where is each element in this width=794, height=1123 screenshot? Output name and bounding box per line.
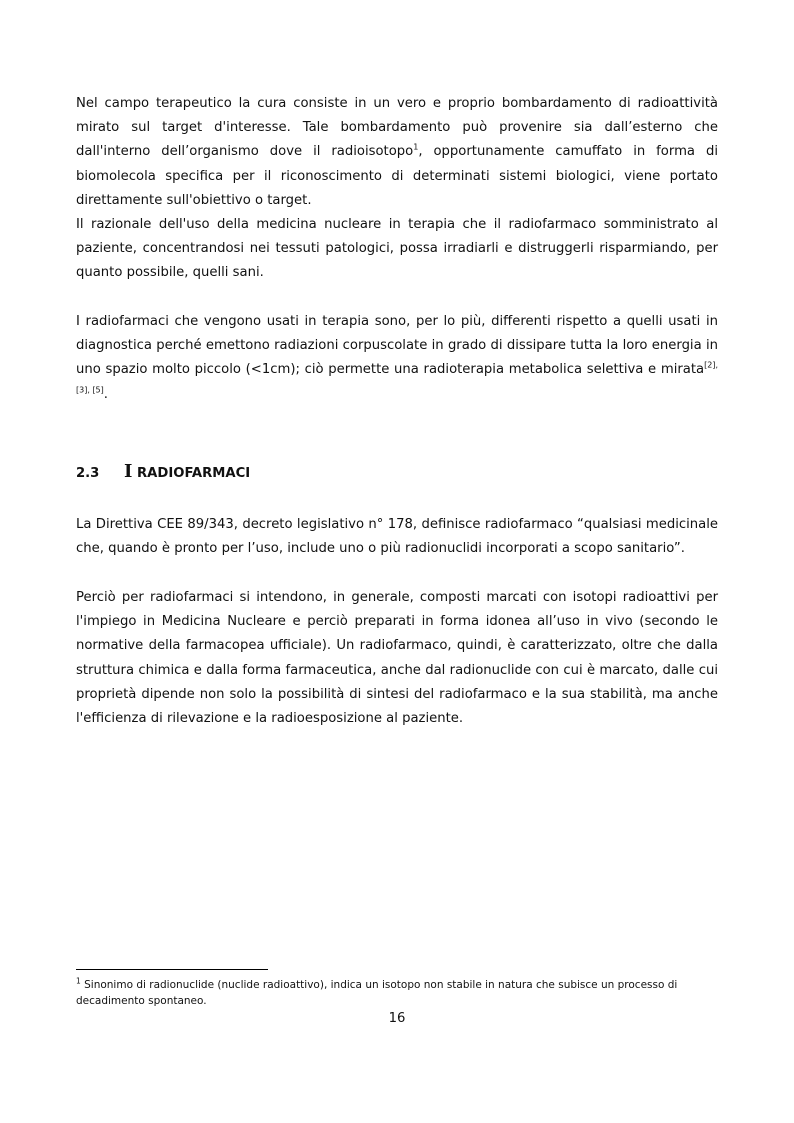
section-title: RADIOFARMACI: [137, 466, 251, 481]
footnote-text: Sinonimo di radionuclide (nuclide radioattivo), indica un isotopo non stabile in natura che subisce un processo di decadimento spontaneo.: [76, 979, 678, 1007]
page-number: 16: [388, 1011, 406, 1026]
footnote-marker: 1: [76, 976, 81, 986]
paragraph-text: , opportunamente camuffato in forma di biomolecola specifica per il riconoscimento di determinati sistemi biologici, viene portato direttamente sull'obiettivo o target.: [76, 144, 718, 208]
paragraph-therapy-intro: [76, 92, 718, 213]
paragraph-rationale: Il razionale dell'uso della medicina nucleare in terapia che il radiofarmaco somministrato al paziente, concentrandosi nei tessuti patologici, possa irradiarli e distruggerli risparmiando, per quanto possibile, quelli sani.: [76, 217, 718, 281]
paragraph-directive: La Direttiva CEE 89/343, decreto legislativo n° 178, definisce radiofarmaco “qualsiasi medicinale che, quando è pronto per l’uso, include uno o più radionuclidi incorporati a scopo sanitario”.: [76, 517, 718, 557]
citation-references[interactable]: [2], [3], [5]: [76, 361, 718, 395]
section-title-initial: I: [124, 461, 133, 482]
footnote-reference[interactable]: 1: [413, 143, 419, 153]
paragraph-text: I radiofarmaci che vengono usati in terapia sono, per lo più, differenti rispetto a quelli usati in diagnostica perché emettono radiazioni corpuscolate in grado di dissipare tutta la loro energia in uno spazio molto piccolo (<1cm); ciò permette una radioterapia metabolica selettiva e mirata: [76, 314, 718, 378]
section-heading: [76, 460, 250, 486]
footnote: [76, 977, 716, 1009]
paragraph-therapy-radiopharmaceuticals: [76, 310, 718, 407]
paragraph-text: Nel campo terapeutico la cura consiste in un vero e proprio bombardamento di radioattività mirato sul target d'interesse. Tale bombardamento può provenire sia dall’esterno che dall'interno dell’organismo dove il radioisotopo: [76, 96, 718, 160]
paragraph-definition: Perciò per radiofarmaci si intendono, in generale, composti marcati con isotopi radioattivi per l'impiego in Medicina Nucleare e perciò preparati in forma idonea all’uso in vivo (secondo le normative della farmacopea ufficiale). Un radiofarmaco, quindi, è caratterizzato, oltre che dalla struttura chimica e dalla forma farmaceutica, anche dal radionuclide con cui è marcato, dalle cui proprietà dipende non solo la possibilità di sintesi del radiofarmaco e la sua stabilità, ma anche l'efficienza di rilevazione e la radioesposizione al paziente.: [76, 590, 718, 727]
paragraph-text: .: [103, 386, 108, 402]
footnote-divider: [76, 969, 268, 970]
section-number: 2.3: [76, 466, 100, 481]
